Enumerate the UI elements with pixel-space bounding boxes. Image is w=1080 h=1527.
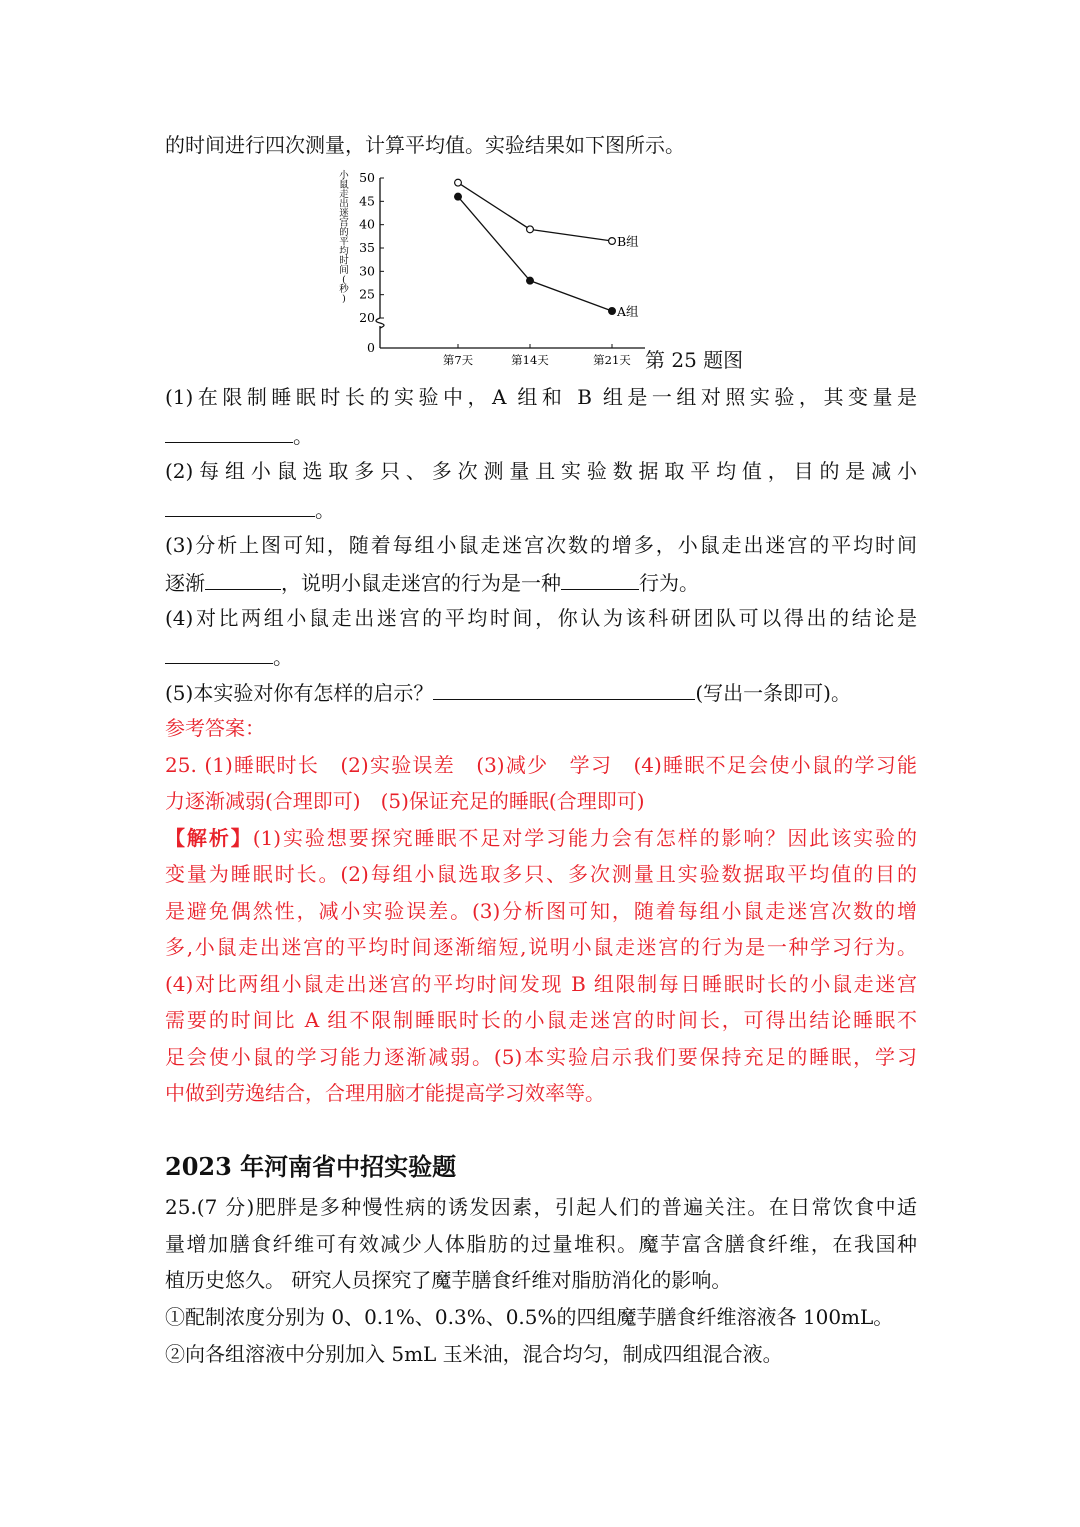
y-label-char: ( bbox=[342, 274, 346, 286]
q2-end-punct: 。 bbox=[315, 498, 335, 522]
series-label: A组 bbox=[617, 304, 639, 319]
question-3-line1: (3)分析上图可知，随着每组小鼠走迷宫次数的增多，小鼠走出迷宫的平均时间 bbox=[165, 533, 917, 557]
q25-2023-line2: 量增加膳食纤维可有效减少人体脂肪的过量堆积。魔芋富含膳食纤维，在我国种 bbox=[165, 1232, 917, 1256]
y-tick-label: 35 bbox=[359, 240, 375, 255]
y-label-char: 平 bbox=[339, 236, 349, 248]
series-line bbox=[458, 183, 612, 241]
y-label-char: 的 bbox=[339, 227, 349, 238]
q25-2023-line1: 25.(7 分)肥胖是多种慢性病的诱发因素，引起人们的普遍关注。在日常饮食中适 bbox=[165, 1195, 917, 1219]
q25-2023-line3: 植历史悠久。 研究人员探究了魔芋膳食纤维对脂肪消化的影响。 bbox=[165, 1268, 732, 1292]
analysis-line-3: 是避免偶然性，减小实验误差。(3)分析图可知，随着每组小鼠走迷宫次数的增 bbox=[165, 899, 917, 923]
analysis-tag: 【解析】 bbox=[165, 826, 253, 850]
data-point bbox=[609, 238, 616, 245]
answer-blank-3a[interactable] bbox=[205, 567, 281, 590]
analysis-line-5: (4)对比两组小鼠走出迷宫的平均时间发现 B 组限制每日睡眠时长的小鼠走迷宫 bbox=[165, 972, 917, 996]
question-1-line1: (1)在限制睡眠时长的实验中，A 组和 B 组是一组对照实验，其变量是 bbox=[165, 385, 917, 409]
analysis-text-1: (1)实验想要探究睡眠不足对学习能力会有怎样的影响？因此该实验的 bbox=[252, 826, 917, 850]
analysis-line-4: 多,小鼠走出迷宫的平均时间逐渐缩短,说明小鼠走迷宫的行为是一种学习行为。 bbox=[165, 935, 917, 959]
y-tick-label: 45 bbox=[359, 193, 375, 209]
q1-end-punct: 。 bbox=[293, 424, 313, 448]
question-3-line2 bbox=[165, 567, 917, 598]
answer-label: 参考答案： bbox=[165, 716, 265, 740]
data-point bbox=[527, 226, 534, 233]
y-axis-label bbox=[339, 169, 349, 305]
question-4-line1: (4)对比两组小鼠走出迷宫的平均时间，你认为该科研团队可以得出的结论是 bbox=[165, 606, 917, 630]
answer-line-2: 力逐渐减弱(合理即可) (5)保证充足的睡眠(合理即可) bbox=[165, 789, 645, 813]
y-tick-label: 30 bbox=[359, 263, 375, 279]
question-5 bbox=[165, 677, 917, 708]
y-label-char: 间 bbox=[339, 265, 349, 276]
answer-blank-3b[interactable] bbox=[561, 567, 639, 590]
q3-text-b: ，说明小鼠走迷宫的行为是一种 bbox=[281, 571, 561, 595]
y-label-char: 时 bbox=[339, 255, 349, 267]
series-line bbox=[458, 197, 612, 311]
y-label-char: 迷 bbox=[339, 208, 349, 219]
x-tick-label: 第21天 bbox=[593, 353, 631, 367]
question-1-line2 bbox=[165, 420, 917, 451]
q5-text-b: (写出一条即可)。 bbox=[695, 681, 851, 705]
y-label-char: 均 bbox=[339, 246, 349, 257]
q4-end-punct: 。 bbox=[273, 645, 293, 669]
q3-text-c: 行为。 bbox=[639, 571, 699, 595]
intro-text: 的时间进行四次测量，计算平均值。实验结果如下图所示。 bbox=[165, 133, 685, 157]
y-tick-label: 50 bbox=[359, 170, 375, 185]
q25-2023-step2: ②向各组溶液中分别加入 5mL 玉米油，混合均匀，制成四组混合液。 bbox=[165, 1342, 783, 1366]
series-label: B组 bbox=[617, 234, 639, 249]
q3-text-a: 逐渐 bbox=[165, 571, 205, 595]
analysis-line-8: 中做到劳逸结合，合理用脑才能提高学习效率等。 bbox=[165, 1081, 605, 1105]
answer-blank-4[interactable] bbox=[165, 641, 273, 664]
answer-line-1: 25. (1)睡眠时长 (2)实验误差 (3)减少 学习 (4)睡眠不足会使小鼠的学习能 bbox=[165, 753, 917, 777]
y-tick-label: 0 bbox=[367, 340, 375, 355]
y-label-char: 走 bbox=[339, 189, 349, 200]
analysis-line-2: 变量为睡眠时长。(2)每组小鼠选取多只、多次测量且实验数据取平均值的目的 bbox=[165, 862, 917, 886]
figure-caption: 第 25 题图 bbox=[645, 348, 744, 372]
x-tick-label: 第7天 bbox=[442, 353, 474, 367]
question-2-line1: (2)每组小鼠选取多只、多次测量且实验数据取平均值，目的是减小 bbox=[165, 459, 917, 483]
answer-blank-1[interactable] bbox=[165, 420, 293, 443]
y-tick-label: 25 bbox=[359, 286, 375, 302]
q25-2023-step1: ①配制浓度分别为 0、0.1%、0.3%、0.5%的四组魔芋膳食纤维溶液各 100mL。 bbox=[165, 1305, 894, 1329]
analysis-line-6: 需要的时间比 A 组不限制睡眠时长的小鼠走迷宫的时间长，可得出结论睡眠不 bbox=[165, 1008, 917, 1032]
y-label-char: 小 bbox=[339, 170, 349, 181]
y-tick-label: 20 bbox=[359, 310, 375, 325]
y-tick-label: 40 bbox=[359, 216, 375, 232]
answer-blank-2[interactable] bbox=[165, 494, 315, 517]
section-title: 2023 年河南省中招实验题 bbox=[165, 1152, 457, 1181]
data-point bbox=[455, 193, 462, 200]
analysis-line-1 bbox=[165, 823, 917, 853]
y-label-char: 秒 bbox=[339, 284, 349, 295]
data-point bbox=[609, 308, 616, 315]
y-label-char: 鼠 bbox=[339, 179, 349, 191]
x-tick-label: 第14天 bbox=[511, 353, 549, 367]
y-label-char: 出 bbox=[339, 198, 349, 210]
data-point bbox=[455, 179, 462, 186]
question-4-line2 bbox=[165, 641, 917, 672]
answer-blank-5[interactable] bbox=[433, 677, 695, 700]
y-label-char: 宫 bbox=[339, 217, 349, 229]
analysis-line-7: 足会使小鼠的学习能力逐渐减弱。(5)本实验启示我们要保持充足的睡眠，学习 bbox=[165, 1045, 917, 1069]
series-layer bbox=[455, 179, 640, 319]
q5-text-a: (5)本实验对你有怎样的启示？ bbox=[165, 681, 434, 705]
y-label-char: ) bbox=[342, 293, 346, 305]
question-2-line2 bbox=[165, 494, 917, 525]
data-point bbox=[527, 277, 534, 284]
